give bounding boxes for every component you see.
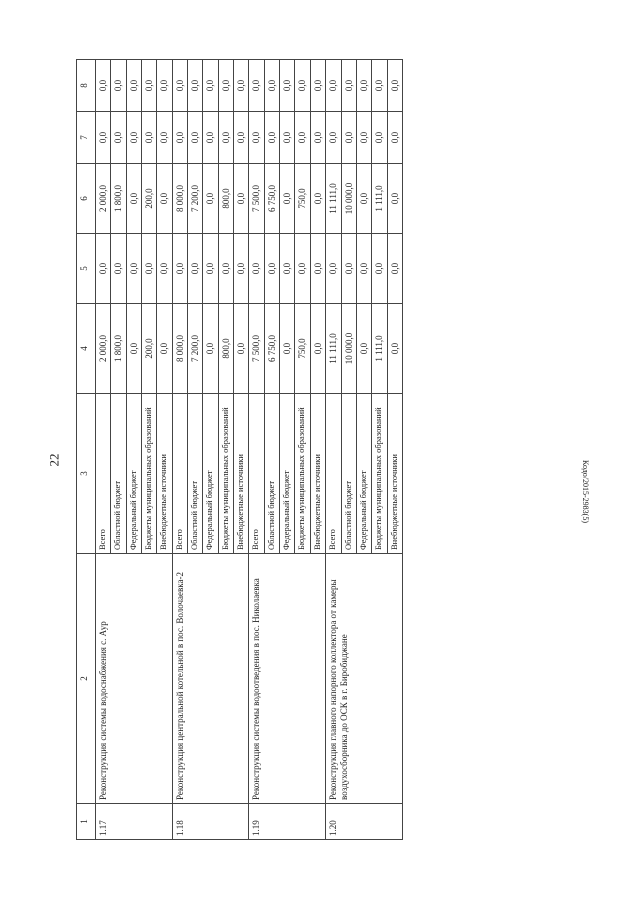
funding-source: Всего bbox=[96, 394, 111, 554]
amount-cell: 0,0 bbox=[172, 112, 187, 164]
amount-cell: 0,0 bbox=[387, 60, 402, 112]
table-row bbox=[326, 60, 341, 840]
col-header: 7 bbox=[77, 112, 96, 164]
funding-source: Бюджеты муниципальных образований bbox=[295, 394, 310, 554]
amount-cell: 0,0 bbox=[280, 304, 295, 394]
amount-cell: 0,0 bbox=[234, 304, 249, 394]
budget-table bbox=[76, 59, 403, 840]
amount-cell: 0,0 bbox=[172, 60, 187, 112]
col-header: 3 bbox=[77, 394, 96, 554]
amount-cell: 0,0 bbox=[264, 112, 279, 164]
amount-cell: 0,0 bbox=[234, 164, 249, 234]
funding-source: Федеральный бюджет bbox=[356, 394, 371, 554]
amount-cell: 0,0 bbox=[188, 112, 203, 164]
amount-cell: 0,0 bbox=[203, 304, 218, 394]
amount-cell: 0,0 bbox=[387, 304, 402, 394]
funding-source: Внебюджетные источники bbox=[157, 394, 172, 554]
table-row bbox=[96, 60, 111, 840]
amount-cell: 7 200,0 bbox=[188, 164, 203, 234]
col-header: 2 bbox=[77, 554, 96, 804]
amount-cell: 0,0 bbox=[356, 234, 371, 304]
amount-cell: 0,0 bbox=[203, 164, 218, 234]
amount-cell: 1 800,0 bbox=[111, 304, 126, 394]
col-header: 6 bbox=[77, 164, 96, 234]
page-number: 22 bbox=[46, 453, 62, 467]
table-row bbox=[249, 60, 264, 840]
funding-source: Всего bbox=[249, 394, 264, 554]
amount-cell: 2 000,0 bbox=[96, 304, 111, 394]
amount-cell: 7 500,0 bbox=[249, 164, 264, 234]
amount-cell: 8 000,0 bbox=[172, 304, 187, 394]
amount-cell: 0,0 bbox=[280, 234, 295, 304]
amount-cell: 0,0 bbox=[96, 60, 111, 112]
funding-source: Всего bbox=[172, 394, 187, 554]
funding-source: Всего bbox=[326, 394, 341, 554]
amount-cell: 0,0 bbox=[326, 60, 341, 112]
amount-cell: 0,0 bbox=[157, 60, 172, 112]
amount-cell: 1 111,0 bbox=[372, 164, 387, 234]
amount-cell: 200,0 bbox=[142, 304, 157, 394]
table-row bbox=[172, 60, 187, 840]
amount-cell: 0,0 bbox=[96, 234, 111, 304]
amount-cell: 0,0 bbox=[372, 60, 387, 112]
row-index: 1.20 bbox=[326, 804, 403, 840]
header-row bbox=[77, 60, 96, 840]
amount-cell: 0,0 bbox=[387, 234, 402, 304]
amount-cell: 0,0 bbox=[111, 60, 126, 112]
funding-source: Внебюджетные источники bbox=[387, 394, 402, 554]
row-index: 1.19 bbox=[249, 804, 326, 840]
amount-cell: 7 200,0 bbox=[188, 304, 203, 394]
amount-cell: 0,0 bbox=[157, 304, 172, 394]
amount-cell: 0,0 bbox=[218, 112, 233, 164]
funding-source: Федеральный бюджет bbox=[280, 394, 295, 554]
amount-cell: 1 800,0 bbox=[111, 164, 126, 234]
project-title: Реконструкция системы водоснабжения с. Аур bbox=[96, 554, 173, 804]
amount-cell: 0,0 bbox=[142, 112, 157, 164]
amount-cell: 0,0 bbox=[142, 234, 157, 304]
amount-cell: 800,0 bbox=[218, 164, 233, 234]
amount-cell: 750,0 bbox=[295, 164, 310, 234]
amount-cell: 0,0 bbox=[188, 60, 203, 112]
amount-cell: 800,0 bbox=[218, 304, 233, 394]
amount-cell: 0,0 bbox=[126, 164, 141, 234]
amount-cell: 0,0 bbox=[126, 304, 141, 394]
amount-cell: 0,0 bbox=[157, 164, 172, 234]
amount-cell: 0,0 bbox=[203, 234, 218, 304]
amount-cell: 7 500,0 bbox=[249, 304, 264, 394]
amount-cell: 0,0 bbox=[310, 234, 325, 304]
amount-cell: 0,0 bbox=[310, 304, 325, 394]
amount-cell: 0,0 bbox=[295, 112, 310, 164]
amount-cell: 11 111,0 bbox=[326, 164, 341, 234]
amount-cell: 0,0 bbox=[157, 234, 172, 304]
row-index: 1.17 bbox=[96, 804, 173, 840]
amount-cell: 0,0 bbox=[280, 60, 295, 112]
amount-cell: 0,0 bbox=[372, 112, 387, 164]
funding-source: Федеральный бюджет bbox=[126, 394, 141, 554]
amount-cell: 0,0 bbox=[203, 112, 218, 164]
amount-cell: 1 111,0 bbox=[372, 304, 387, 394]
amount-cell: 0,0 bbox=[341, 60, 356, 112]
amount-cell: 0,0 bbox=[310, 164, 325, 234]
amount-cell: 0,0 bbox=[356, 304, 371, 394]
amount-cell: 0,0 bbox=[295, 60, 310, 112]
amount-cell: 0,0 bbox=[234, 234, 249, 304]
amount-cell: 0,0 bbox=[387, 112, 402, 164]
funding-source: Внебюджетные источники bbox=[234, 394, 249, 554]
amount-cell: 0,0 bbox=[264, 234, 279, 304]
amount-cell: 6 750,0 bbox=[264, 164, 279, 234]
amount-cell: 11 111,0 bbox=[326, 304, 341, 394]
col-header: 1 bbox=[77, 804, 96, 840]
funding-source: Областной бюджет bbox=[341, 394, 356, 554]
amount-cell: 0,0 bbox=[280, 164, 295, 234]
amount-cell: 0,0 bbox=[326, 112, 341, 164]
amount-cell: 0,0 bbox=[142, 60, 157, 112]
amount-cell: 0,0 bbox=[295, 234, 310, 304]
amount-cell: 0,0 bbox=[203, 60, 218, 112]
table-container bbox=[76, 60, 616, 840]
col-header: 8 bbox=[77, 60, 96, 112]
amount-cell: 0,0 bbox=[126, 112, 141, 164]
amount-cell: 0,0 bbox=[172, 234, 187, 304]
col-header: 4 bbox=[77, 304, 96, 394]
amount-cell: 0,0 bbox=[326, 234, 341, 304]
funding-source: Бюджеты муниципальных образований bbox=[372, 394, 387, 554]
amount-cell: 0,0 bbox=[157, 112, 172, 164]
col-header: 5 bbox=[77, 234, 96, 304]
funding-source: Бюджеты муниципальных образований bbox=[218, 394, 233, 554]
funding-source: Областной бюджет bbox=[111, 394, 126, 554]
amount-cell: 750,0 bbox=[295, 304, 310, 394]
amount-cell: 0,0 bbox=[218, 234, 233, 304]
amount-cell: 0,0 bbox=[111, 112, 126, 164]
amount-cell: 0,0 bbox=[387, 164, 402, 234]
amount-cell: 0,0 bbox=[264, 60, 279, 112]
funding-source: Областной бюджет bbox=[264, 394, 279, 554]
amount-cell: 2 000,0 bbox=[96, 164, 111, 234]
amount-cell: 0,0 bbox=[111, 234, 126, 304]
amount-cell: 0,0 bbox=[188, 234, 203, 304]
project-title: Реконструкция центральной котельной в пос. Волочаевка-2 bbox=[172, 554, 249, 804]
document-code: Кодо/2015-2983(5) bbox=[581, 460, 590, 523]
amount-cell: 10 000,0 bbox=[341, 304, 356, 394]
amount-cell: 0,0 bbox=[249, 112, 264, 164]
amount-cell: 0,0 bbox=[280, 112, 295, 164]
amount-cell: 0,0 bbox=[96, 112, 111, 164]
amount-cell: 0,0 bbox=[310, 60, 325, 112]
amount-cell: 8 000,0 bbox=[172, 164, 187, 234]
amount-cell: 0,0 bbox=[356, 60, 371, 112]
amount-cell: 0,0 bbox=[218, 60, 233, 112]
amount-cell: 0,0 bbox=[310, 112, 325, 164]
funding-source: Внебюджетные источники bbox=[310, 394, 325, 554]
amount-cell: 6 750,0 bbox=[264, 304, 279, 394]
amount-cell: 0,0 bbox=[356, 164, 371, 234]
amount-cell: 0,0 bbox=[234, 60, 249, 112]
amount-cell: 0,0 bbox=[341, 112, 356, 164]
project-title: Реконструкция главного напорного коллектора от камеры воздухосборника до ОСК в г. Биробиджане bbox=[326, 554, 403, 804]
amount-cell: 0,0 bbox=[356, 112, 371, 164]
funding-source: Федеральный бюджет bbox=[203, 394, 218, 554]
amount-cell: 0,0 bbox=[249, 234, 264, 304]
amount-cell: 0,0 bbox=[341, 234, 356, 304]
amount-cell: 0,0 bbox=[234, 112, 249, 164]
amount-cell: 0,0 bbox=[249, 60, 264, 112]
amount-cell: 0,0 bbox=[126, 60, 141, 112]
row-index: 1.18 bbox=[172, 804, 249, 840]
funding-source: Областной бюджет bbox=[188, 394, 203, 554]
project-title: Реконструкция системы водоотведения в пос. Николаевка bbox=[249, 554, 326, 804]
amount-cell: 200,0 bbox=[142, 164, 157, 234]
amount-cell: 10 000,0 bbox=[341, 164, 356, 234]
funding-source: Бюджеты муниципальных образований bbox=[142, 394, 157, 554]
amount-cell: 0,0 bbox=[372, 234, 387, 304]
amount-cell: 0,0 bbox=[126, 234, 141, 304]
